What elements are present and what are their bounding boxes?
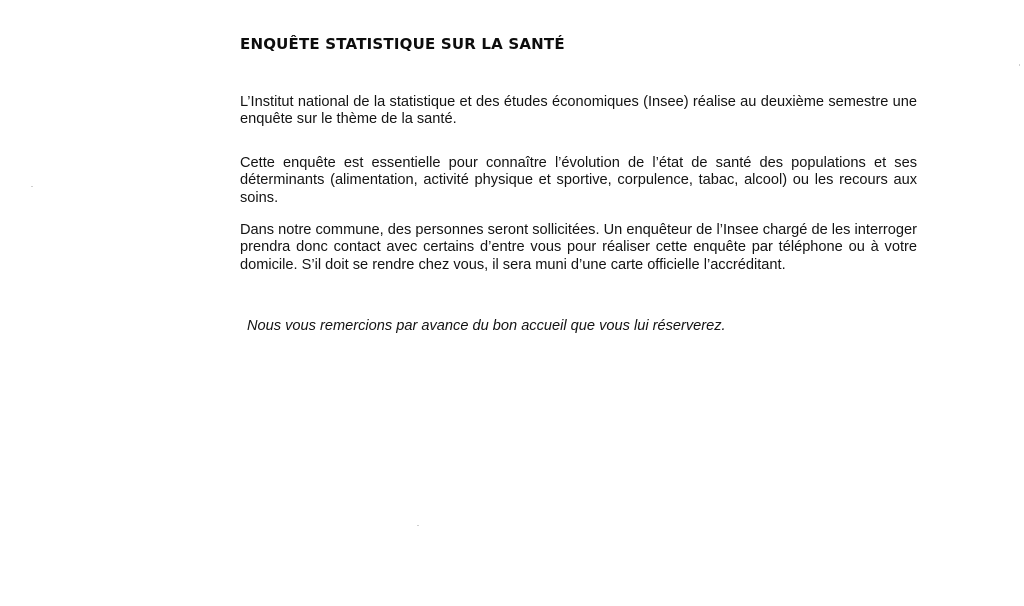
document-title: ENQUÊTE STATISTIQUE SUR LA SANTÉ — [240, 35, 565, 53]
scan-speck — [1019, 64, 1020, 66]
scan-speck — [417, 525, 419, 526]
paragraph-purpose: Cette enquête est essentielle pour connaître l’évolution de l’état de santé des populations et ses déterminants (alimentation, activité physique et sportive, corpulence, tabac, alcool) ou les recours aux soins. — [240, 155, 917, 206]
paragraph-intro: L’Institut national de la statistique et des études économiques (Insee) réalise au deuxième semestre une enquête sur le thème de la santé. — [240, 94, 917, 128]
scan-speck — [31, 186, 33, 187]
paragraph-contact: Dans notre commune, des personnes seront sollicitées. Un enquêteur de l’Insee chargé de les interroger prendra donc contact avec certains d’entre vous pour réaliser cette enquête par téléphone ou à votre domicile. S’il doit se rendre chez vous, il sera muni d’une carte officielle l’accréditant. — [240, 222, 917, 273]
closing-line: Nous vous remercions par avance du bon accueil que vous lui réserverez. — [247, 318, 726, 334]
